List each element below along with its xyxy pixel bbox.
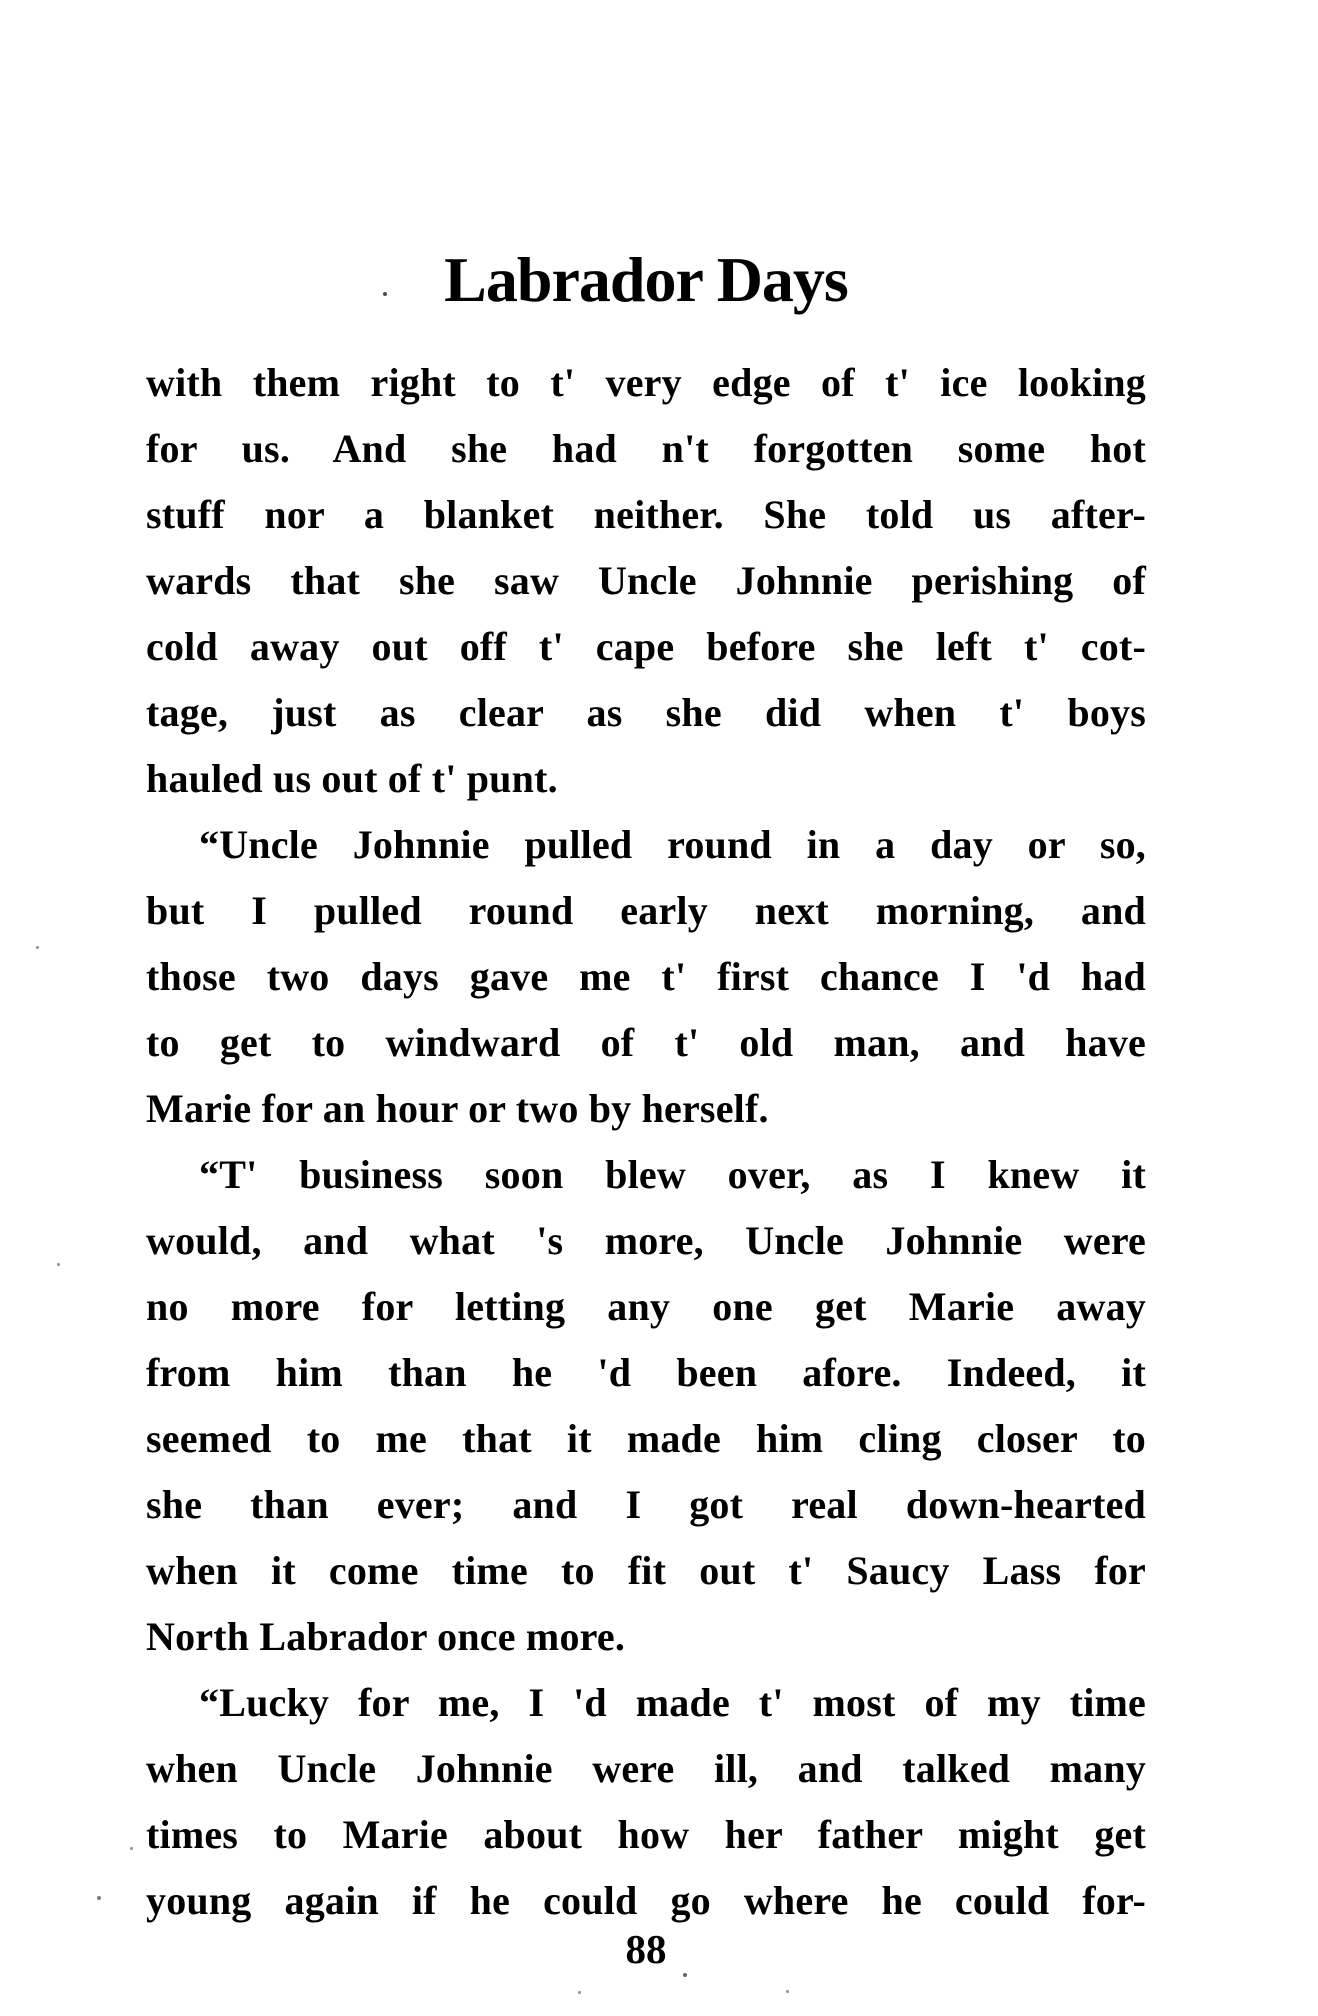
scan-speck (683, 1973, 687, 1977)
scan-speck (57, 1263, 60, 1266)
text-line: but I pulled round early next morning, and (146, 888, 1146, 933)
text-line: for us. And she had n't forgotten some hot (146, 426, 1146, 471)
text-line: Marie for an hour or two by herself. (146, 1086, 769, 1131)
text-line: hauled us out of t' punt. (146, 756, 558, 801)
text-line: young again if he could go where he could for- (146, 1878, 1146, 1923)
body-text (146, 350, 1146, 1934)
text-line: she than ever; and I got real down-hearted (146, 1482, 1146, 1527)
text-line: seemed to me that it made him cling closer to (146, 1416, 1146, 1461)
text-line: those two days gave me t' first chance I 'd had (146, 954, 1146, 999)
page-title: Labrador Days (444, 244, 848, 315)
text-line: wards that she saw Uncle Johnnie perishing of (146, 558, 1146, 603)
text-line: when Uncle Johnnie were ill, and talked many (146, 1746, 1146, 1791)
text-line: no more for letting any one get Marie away (146, 1284, 1146, 1329)
text-line: from him than he 'd been afore. Indeed, it (146, 1350, 1146, 1395)
text-line: “Uncle Johnnie pulled round in a day or so, (199, 822, 1146, 867)
scan-speck (578, 1991, 581, 1994)
text-line: would, and what 's more, Uncle Johnnie were (146, 1218, 1146, 1263)
text-line: when it come time to fit out t' Saucy Lass for (146, 1548, 1146, 1593)
text-line: times to Marie about how her father might get (146, 1812, 1146, 1857)
scan-speck (786, 1990, 789, 1993)
text-line: North Labrador once more. (146, 1614, 626, 1659)
page-number: 88 (625, 1926, 667, 1972)
scan-speck (130, 1847, 133, 1850)
text-line: “T' business soon blew over, as I knew it (199, 1152, 1146, 1197)
text-line: to get to windward of t' old man, and have (146, 1020, 1146, 1065)
scan-speck (97, 1896, 101, 1900)
scan-speck (383, 292, 387, 296)
text-line: tage, just as clear as she did when t' boys (146, 690, 1146, 735)
scan-speck (36, 946, 39, 949)
text-line: with them right to t' very edge of t' ice looking (146, 360, 1146, 405)
text-line: stuff nor a blanket neither. She told us after- (146, 492, 1146, 537)
text-line: cold away out off t' cape before she left t' cot- (146, 624, 1146, 669)
text-line: “Lucky for me, I 'd made t' most of my time (199, 1680, 1146, 1725)
